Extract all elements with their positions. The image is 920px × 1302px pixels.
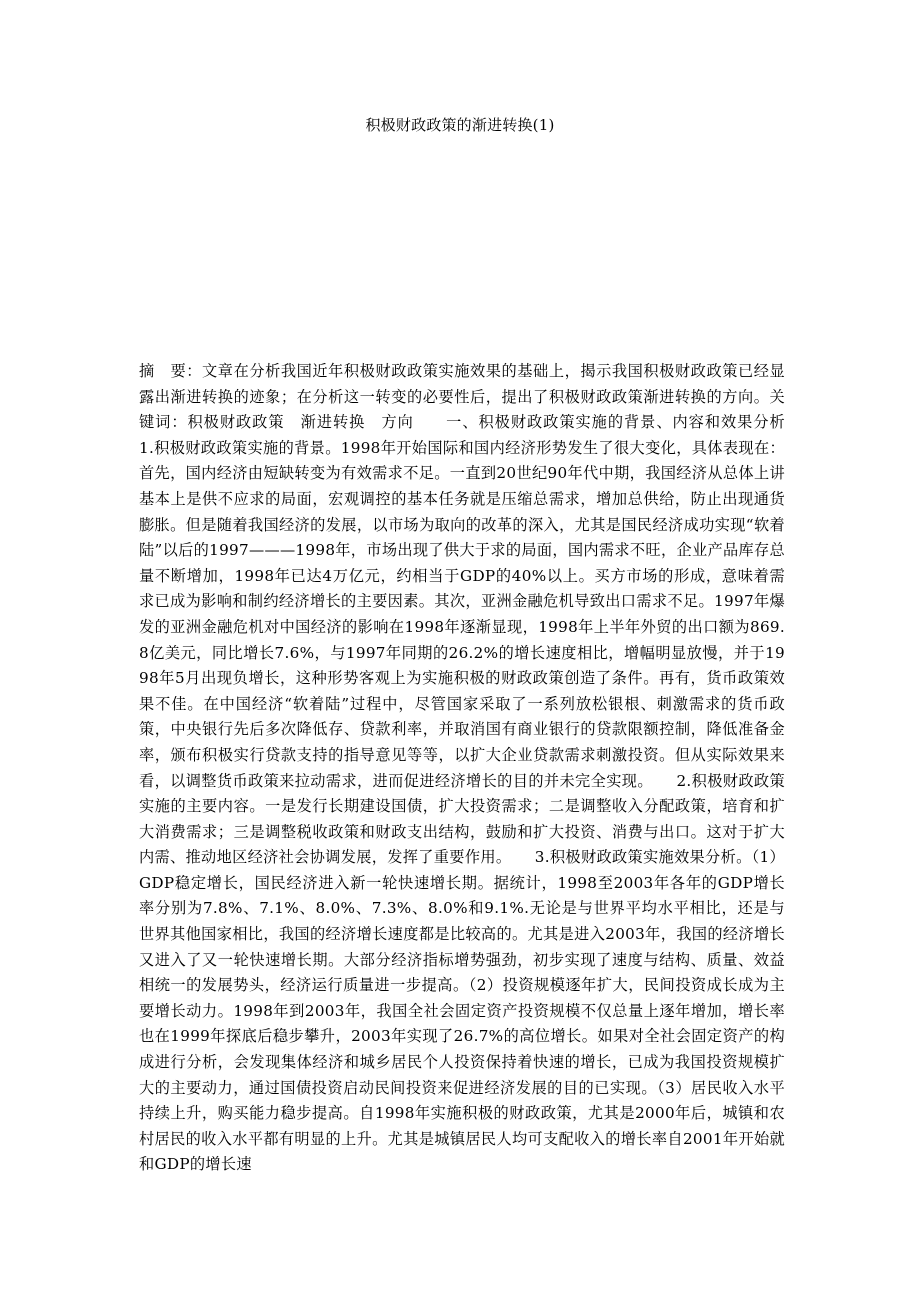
document-body bbox=[139, 359, 816, 1178]
document-title: 积极财政政策的渐进转换(1) bbox=[365, 116, 555, 134]
body-paragraph: 摘 要：文章在分析我国近年积极财政政策实施效果的基础上，揭示我国积极财政政策已经显露出渐进转换的迹象；在分析这一转变的必要性后，提出了积极财政政策渐进转换的方向。关键词：积极财政政策 渐进转换 方向 一、积极财政政策实施的背景、内容和效果分析 1.积极财政政策实施的背景。1998年开始国际和国内经济形势发生了很大变化，具体表现在：首先，国内经济由短缺转变为有效需求不足。一直到20世纪90年代中期，我国经济从总体上讲基本上是供不应求的局面，宏观调控的基本任务就是压缩总需求，增加总供给，防止出现通货膨胀。但是随着我国经济的发展，以市场为取向的改革的深入，尤其是国民经济成功实现“软着陆”以后的1997———1998年，市场出现了供大于求的局面，国内需求不旺，企业产品库存总量不断增加，1998年已达4万亿元，约相当于GDP的40%以上。买方市场的形成，意味着需求已成为影响和制约经济增长的主要因素。其次，亚洲金融危机导致出口需求不足。1997年爆发的亚洲金融危机对中国经济的影响在1998年逐渐显现，1998年上半年外贸的出口额为869.8亿美元，同比增长7.6%，与1997年同期的26.2%的增长速度相比，增幅明显放慢，并于1998年5月出现负增长，这种形势客观上为实施积极的财政政策创造了条件。再有，货币政策效果不佳。在中国经济“软着陆”过程中，尽管国家采取了一系列放松银根、刺激需求的货币政策，中央银行先后多次降低存、贷款利率，并取消国有商业银行的贷款限额控制，降低准备金率，颁布积极实行贷款支持的指导意见等等，以扩大企业贷款需求刺激投资。但从实际效果来看，以调整货币政策来拉动需求，进而促进经济增长的目的并未完全实现。 2.积极财政政策实施的主要内容。一是发行长期建设国债，扩大投资需求；二是调整收入分配政策，培育和扩大消费需求；三是调整税收政策和财政支出结构，鼓励和扩大投资、消费与出口。这对于扩大内需、推动地区经济社会协调发展，发挥了重要作用。 3.积极财政政策实施效果分析。（1）GDP稳定增长，国民经济进入新一轮快速增长期。据统计，1998至2003年各年的GDP增长率分别为7.8%、7.1%、8.0%、7.3%、8.0%和9.1%.无论是与世界平均水平相比，还是与世界其他国家相比，我国的经济增长速度都是比较高的。尤其是进入2003年，我国的经济增长又进入了又一轮快速增长期。大部分经济指标增势强劲，初步实现了速度与结构、质量、效益相统一的发展势头，经济运行质量进一步提高。（2）投资规模逐年扩大，民间投资成长成为主要增长动力。1998年到2003年，我国全社会固定资产投资规模不仅总量上逐年增加，增长率也在1999年探底后稳步攀升，2003年实现了26.7%的高位增长。如果对全社会固定资产的构成进行分析，会发现集体经济和城乡居民个人投资保持着快速的增长，已成为我国投资规模扩大的主要动力，通过国债投资启动民间投资来促进经济发展的目的已实现。（3）居民收入水平持续上升，购买能力稳步提高。自1998年实施积极的财政政策，尤其是2000年后，城镇和农村居民的收入水平都有明显的上升。尤其是城镇居民人均可支配收入的增长率自2001年开始就和GDP的增长速 bbox=[139, 362, 816, 1174]
